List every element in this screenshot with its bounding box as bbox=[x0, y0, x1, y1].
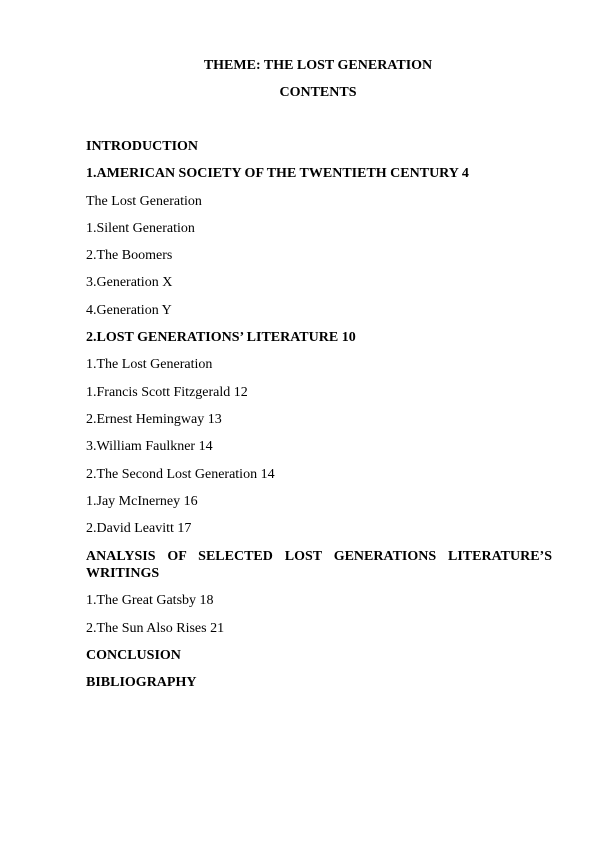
toc-entry-second-lost-generation: 2.The Second Lost Generation 14 bbox=[86, 466, 275, 482]
toc-entry-the-lost-generation: 1.The Lost Generation bbox=[86, 357, 213, 373]
toc-entry-fitzgerald: 1.Francis Scott Fitzgerald 12 bbox=[86, 384, 248, 400]
toc-entry-mcinerney: 1.Jay McInerney 16 bbox=[86, 493, 198, 509]
toc-entry-american-society: 1.AMERICAN SOCIETY OF THE TWENTIETH CENTURY 4 bbox=[86, 166, 469, 182]
document-theme-title: THEME: THE LOST GENERATION bbox=[203, 58, 433, 73]
toc-entry-lost-generation: The Lost Generation bbox=[86, 193, 202, 209]
toc-entry-lost-generations-literature: 2.LOST GENERATIONS’ LITERATURE 10 bbox=[86, 330, 356, 346]
toc-entry-generation-x: 3.Generation X bbox=[86, 275, 173, 291]
toc-entry-sun-also-rises: 2.The Sun Also Rises 21 bbox=[86, 620, 225, 636]
toc-entry-silent-generation: 1.Silent Generation bbox=[86, 220, 195, 236]
toc-entry-introduction: INTRODUCTION bbox=[86, 139, 199, 154]
toc-entry-great-gatsby: 1.The Great Gatsby 18 bbox=[86, 593, 214, 609]
contents-heading: CONTENTS bbox=[279, 85, 357, 100]
toc-entry-bibliography: BIBLIOGRAPHY bbox=[86, 675, 197, 691]
toc-entry-hemingway: 2.Ernest Hemingway 13 bbox=[86, 411, 222, 427]
toc-entry-conclusion: CONCLUSION bbox=[86, 648, 181, 664]
toc-entry-leavitt: 2.David Leavitt 17 bbox=[86, 521, 192, 537]
toc-entry-faulkner: 3.William Faulkner 14 bbox=[86, 439, 213, 455]
toc-entry-boomers: 2.The Boomers bbox=[86, 248, 173, 264]
table-of-contents bbox=[86, 139, 552, 703]
toc-entry-analysis: ANALYSIS OF SELECTED LOST GENERATIONS LITERATURE’S WRITINGS bbox=[86, 549, 552, 582]
toc-entry-generation-y: 4.Generation Y bbox=[86, 302, 172, 318]
